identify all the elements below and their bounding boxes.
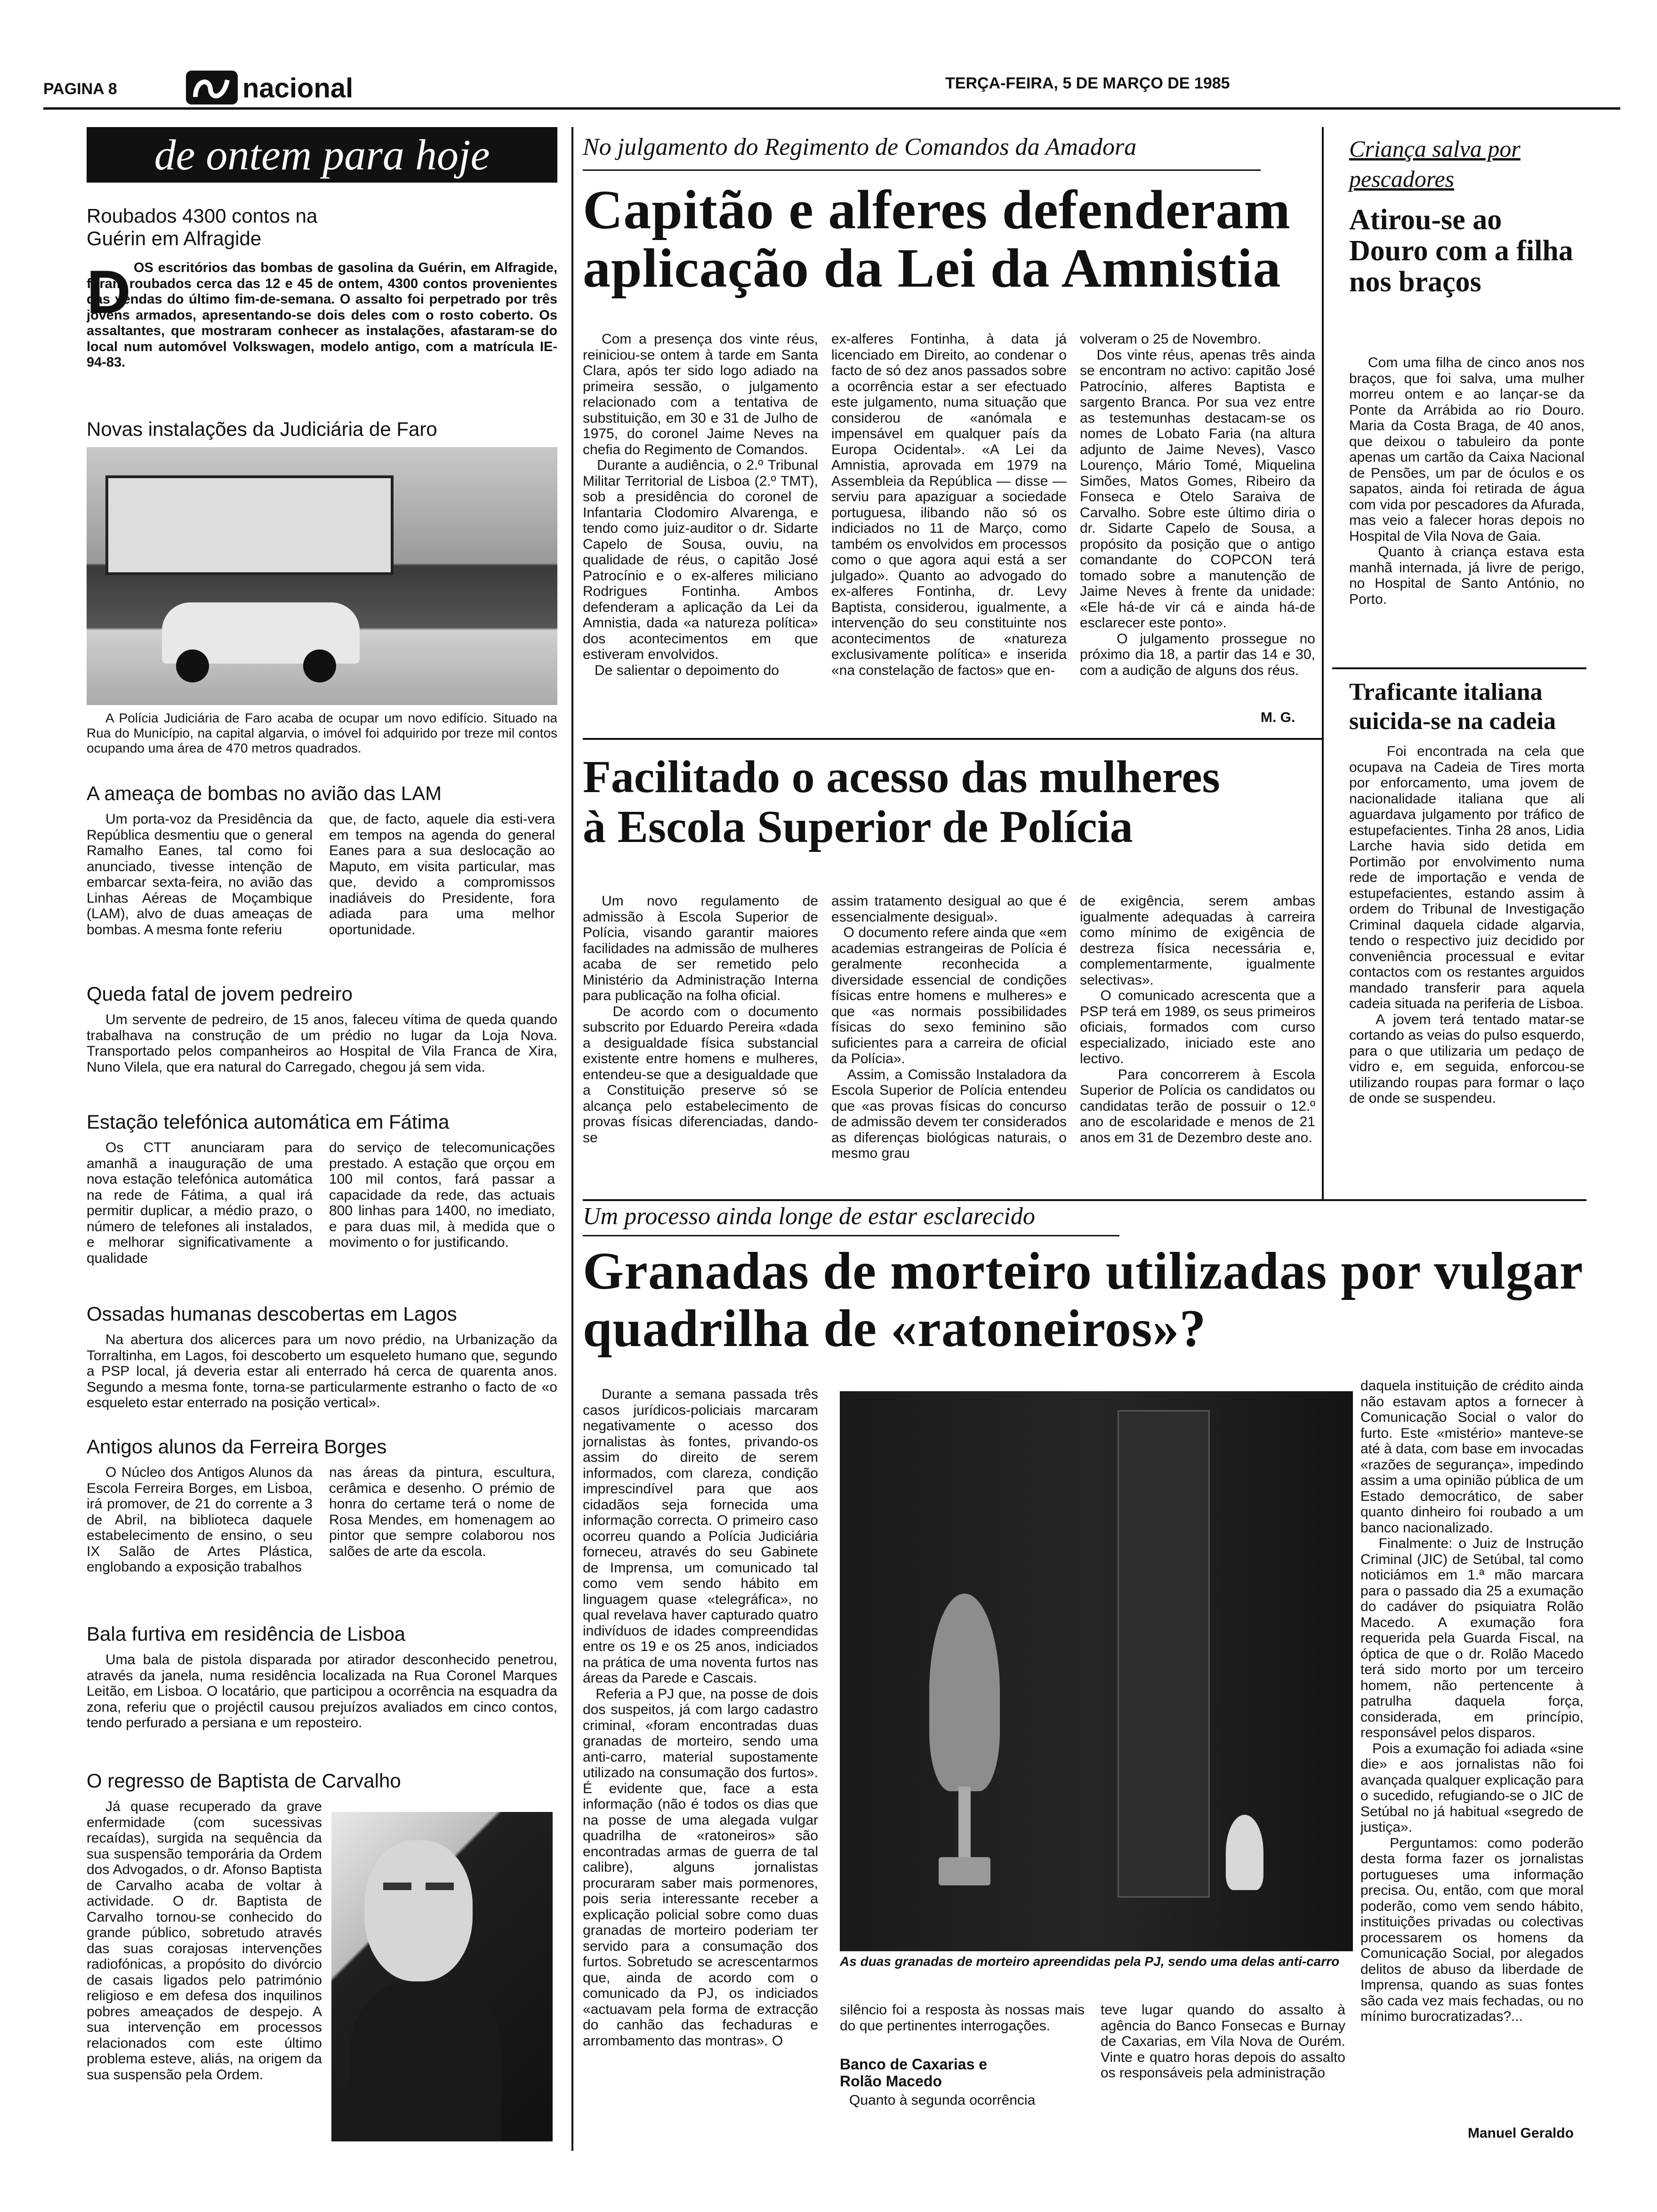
traficante-article: [1349, 678, 1585, 1106]
article-col-1: Um novo regulamento de admissão à Escola Superior de Polícia, visando garantir maiores facilidades na admissão de mulheres acaba de ser remetido pelo Ministério da Administração Interna para publicação na folha oficial. De acordo com o documento subscrito por Eduardo Pereira «dada a desigualdade física substancial existente entre homens e mulheres, entendeu-se que a desigualdade que a Constituição preserve só se alcança pelo estabelecimento de provas físicas diferenciadas, dando-se: [583, 893, 818, 1146]
section-name: nacional: [242, 73, 354, 104]
kicker-rule: [583, 169, 1261, 171]
grenade-left: [929, 1594, 1000, 1791]
article-col-2: ex-alferes Fontinha, à data já licenciado em Direito, ao condenar o facto de só dez anos passados sobre a ocorrência estar a ser efectuado este julgamento, numa situação que considerou de «anómala e impensável em qualquer país da Europa Ocidental». «A Lei da Amnistia, aprovada em 1979 na Assembleia da República — disse — serviu para apaziguar a sociedade portuguesa, ilibando não só os indiciados no 11 de Março, como também os envolvidos em processos como o que agora aqui está a ser julgado». Quanto ao advogado do ex-alferes Fontinha, dr. Levy Baptista, considerou, igualmente, a intervenção do seu constituinte nos acontecimentos de «natureza exclusivamente política» e inserida «na constelação de factos» que en-: [831, 331, 1071, 678]
article-col-4: daquela instituição de crédito ainda não estavam aptos a fornecer à Comunicação Social o valor do furto. Este «mistério» manteve-se até à data, com base em invocadas «razões de segurança», impedindo assim a uma opinião pública de um Estado democrático, de saber quanto dinheiro foi roubado a um banco nacionalizado. Finalmente: o Juiz de Instrução Criminal (JIC) de Setúbal, tal como noticiámos em 1.ª mão marcara para o passado dia 25 a exumação do cadáver do psiquiatra Rolão Macedo. A exumação fora requerida pela Guarda Fiscal, na óptica de que o dr. Rolão Macedo terá sido morto por um terceiro homem, não pertencente à patrulha daquela força, considerada, em princípio, responsável pelos disparos. Pois a exumação foi adiada «sine die» e aos jornalistas não foi avançada qualquer explicação para o sucedido, refugiando-se o JIC de Setúbal no já habitual «segredo de justiça». Perguntamos: como poderão desta forma fazer os jornalistas portugueses uma informação precisa. Ou, então, com que moral poderão, como vem sendo hábito, instituições privadas ou colectivas processarem os homens da Comunicação Social, por alegados delitos de abuso da liberdade de Imprensa, quando as suas fontes são cada vez mais fechadas, ou no mínimo burocratizadas?...: [1360, 1378, 1584, 2024]
item-col-1: Um porta-voz da Presidência da República desmentiu que o general Ramalho Eanes, tal como foi anunciado, tivesse intenção de embarcar sexta-feira, no avião das Linhas Aéreas de Moçambique (LAM), alvo de duas ameaças de bombas. A mesma fonte referiu: [87, 811, 317, 938]
item-col-1: O Núcleo dos Antigos Alunos da Escola Ferreira Borges, em Lisboa, irá promover, de 21 do corrente a 3 de Abril, na biblioteca daquele estabelecimento de ensino, o seu IX Salão de Artes Plástica, englobando a exposição trabalhos: [87, 1465, 317, 1575]
article-col-2: silêncio foi a resposta às nossas mais do que pertinentes interrogações.: [840, 2002, 1089, 2034]
article-headline: Atirou-se ao Douro com a filha nos braços: [1349, 204, 1573, 298]
article-col-1: Com a presença dos vinte réus, reiniciou-se ontem à tarde em Santa Clara, após ter sido logo adiado na primeira sessão, o julgamento relacionado com a tentativa de substituição, em 30 e 31 de Julho de 1975, do coronel Jaime Neves na chefia do Regimento de Comandos. Durante a audiência, o 2.º Tribunal Militar Territorial de Lisboa (2.º TMT), sob a presidência do coronel de Infantaria Clodomiro Alvarenga, e tendo como juiz-auditor o dr. Sidarte Capelo de Sousa, ouviu, na qualidade de réus, o capitão José Patrocínio e o ex-alferes miliciano Rodrigues Fontinha. Ambos defenderam a aplicação da Lei da Amnistia, dada «a natureza política» dos acontecimentos em que estiveram envolvidos. De salientar o depoimento do: [583, 331, 818, 678]
amnistia-bottom-rule: [583, 738, 1322, 740]
granadas-article: [583, 1203, 1585, 2141]
news-item-guerin: [87, 205, 562, 370]
right-column-rule: [1332, 667, 1586, 669]
crianca-article: [1349, 134, 1585, 607]
article-kicker: No julgamento do Regimento de Comandos da Amadora: [583, 134, 1137, 160]
item-text: Já quase recuperado da grave enfermidade (com sucessivas recaídas), surgida na sequência da sua suspensão temporária da Ordem dos Advogados, o dr. Afonso Baptista de Carvalho acaba de voltar à actividade. O dr. Baptista de Carvalho tornou-se conhecido do grande público, sobretudo através das suas corajosas intervenções radiofónicas, a propósito do divórcio de casais ligados pelo património religioso e em defesa dos inquilinos pobres ameaçados de despejo. A sua intervenção em processos relacionados com este último problema esteve, aliás, na origem da sua suspensão pela Ordem.: [87, 1799, 326, 2083]
item-col-1: Os CTT anunciaram para amanhã a inauguração de uma nova estação telefónica automática na rede de Fátima, a qual irá permitir duplicar, a médio prazo, o número de telefones ali instalados, e melhorar significativamente a qualidade: [87, 1140, 317, 1266]
kicker-rule: [583, 1235, 1119, 1236]
baptista-portrait: [331, 1812, 553, 2141]
faro-building-photo: [87, 447, 557, 705]
news-item-ferreira-borges: [87, 1435, 559, 1575]
article-headline: Traficante italiana suicida-se na cadeia: [1349, 679, 1556, 735]
news-item-lagos: [87, 1303, 562, 1411]
mulheres-article: [583, 752, 1317, 1161]
item-title: O regresso de Baptista de Carvalho: [87, 1770, 401, 1792]
article-kicker: Criança salva por pescadores: [1349, 136, 1520, 192]
news-item-baptista: [87, 1770, 557, 2083]
item-title: A ameaça de bombas no avião das LAM: [87, 782, 442, 804]
header-rule: [43, 107, 1620, 110]
item-title: Antigos alunos da Ferreira Borges: [87, 1435, 387, 1458]
item-title: Bala furtiva em residência de Lisboa: [87, 1623, 406, 1645]
grenade-right: [1226, 1815, 1263, 1890]
item-dropcap: D: [87, 257, 131, 326]
item-text: OS escritórios das bombas de gasolina da Guérin, em Alfragide, foram roubados cerca das 12 e 45 de ontem, 4300 contos provenientes das vendas do último fim-de-semana. O assalto foi perpetrado por três jovens armados, apresentando-se dois deles com o rosto coberto. Os assaltantes, que mostraram conhecer as instalações, afastaram-se do local num automóvel Volkswagen, modelo antigo, com a matrícula IE-94-83.: [87, 260, 562, 370]
item-title: Roubados 4300 contos na Guérin em Alfragide: [87, 205, 318, 249]
photo-caption: A Polícia Judiciária de Faro acaba de ocupar um novo edifício. Situado na Rua do Município, na capital algarvia, o imóvel foi adquirido por treze mil contos ocupando uma área de 470 metros quadrados.: [87, 711, 557, 755]
logo-icon: [186, 71, 238, 104]
article-signature: M. G.: [1261, 710, 1295, 725]
item-title: Queda fatal de jovem pedreiro: [87, 983, 353, 1005]
item-text: Uma bala de pistola disparada por atirador desconhecido penetrou, através da janela, numa residência localizada na Rua Coronel Marques Leitão, em Lisboa. O locatário, que participou a ocorrência na esquadra da zona, referiu que o projéctil causou prejuízos avaliados em cinco contos, tendo perfurado a persiana e um reposteiro.: [87, 1652, 562, 1731]
item-col-2: do serviço de telecomunicações prestado. A estação que orçou em 100 mil contos, fará passar a capacidade da rede, das actuais 800 linhas para 1400, no imediato, e para duas mil, à medida que o movimento o for justificando.: [329, 1140, 559, 1250]
item-col-2: nas áreas da pintura, escultura, cerâmica e desenho. O prémio de honra do certame terá o nome de Rosa Mendes, em homenagem ao pintor que sempre colaborou nos salões de arte da escola.: [329, 1465, 559, 1559]
article-subhead: Banco de Caxarias e Rolão Macedo: [840, 2056, 988, 2090]
amnistia-article: [583, 134, 1317, 725]
article-kicker: Um processo ainda longe de estar esclarecido: [583, 1203, 1035, 1230]
page-number: PAGINA 8: [43, 80, 117, 98]
section-logo: [186, 71, 362, 106]
left-column-rule: [571, 127, 573, 2151]
news-item-fatima: [87, 1111, 559, 1266]
banner-title: de ontem para hoje: [154, 131, 490, 179]
grenade-tube: [1118, 1410, 1210, 1898]
news-item-faro: [87, 418, 557, 755]
article-col-2: assim tratamento desigual ao que é essencialmente desigual». O documento refere ainda que «em academias estrangeiras de Polícia é geralmente reconhecida a diversidade essencial de condições físicas entre homens e mulheres» e que «as normais possibilidades físicas do sexo feminino são suficientes para a carreira de oficial da Polícia». Assim, a Comissão Instaladora da Escola Superior de Polícia entendeu que «as provas físicas do concurso de admissão devem ter considerados as diferenças biológicas naturais, o mesmo grau: [831, 893, 1067, 1161]
item-title: Estação telefónica automática em Fátima: [87, 1111, 450, 1133]
article-text: Com uma filha de cinco anos nos braços, que foi salva, uma mulher morreu ontem e ao lançar-se da Ponte da Arrábida ao rio Douro. Maria da Costa Braga, de 40 anos, que deixou o tabuleiro da ponte apenas um cartão da Caixa Nacional de Pensões, um par de óculos e os sapatos, ainda foi retirada de água com vida por pescadores da Afurada, mas veio a falecer horas depois no Hospital de Vila Nova de Gaia. Quanto à criança estava esta manhã internada, já livre de perigo, no Hospital de Santo António, no Porto.: [1349, 355, 1585, 607]
article-col-3: volveram o 25 de Novembro. Dos vinte réus, apenas três ainda se encontram no activo: capitão José Patrocínio, alferes Baptista e sargento Branca. Por sua vez entre as testemunhas destacam-se os nomes de Lobato Faria (na altura adjunto de Jaime Neves), Vasco Lourenço, Mário Tomé, Miquelina Simões, Matos Gomes, Ribeiro da Fonseca e Otelo Saraiva de Carvalho. Sobre este último diria o dr. Sidarte Capelo de Sousa, a propósito da posição que o antigo comandante do COPCON terá tomado sobre a manutenção de Jaime Neves à frente da unidade: «Ele há-de vir cá e ainda há-de esclarecer este ponto». O julgamento prossegue no próximo dia 18, a partir das 14 e 30, com a audição de alguns dos réus.: [1080, 331, 1315, 678]
item-col-2: que, de facto, aquele dia esti-vera em tempos na agenda do general Eanes para a sua deslocação ao Maputo, em visita particular, mas que, devido a compromissos inadiáveis do Presidente, fora adiada para uma melhor oportunidade.: [329, 811, 559, 938]
center-right-rule: [1322, 127, 1324, 1200]
issue-date: TERÇA-FEIRA, 5 DE MARÇO DE 1985: [945, 74, 1230, 92]
grenade-top-rule: [583, 1199, 1586, 1201]
article-col-1: Durante a semana passada três casos jurídicos-policiais marcaram negativamente o acesso dos jornalistas às fontes, privando-os assim do direito de serem informados, com clareza, condição imprescindível para que aos cidadãos seja fornecida uma informação correcta. O primeiro caso ocorreu quando a Polícia Judiciária forneceu, através do seu Gabinete de Imprensa, um comunicado tal como vem sendo hábito em linguagem quase «telegráfica», no qual revelava haver capturado quatro indivíduos de idades compreendidas entre os 19 e os 25 anos, indiciados na prática de uma noventa furtos nas áreas da Parede e Cascais. Referia a PJ que, na posse de dois dos suspeitos, já com largo cadastro criminal, «foram encontradas duas granadas de morteiro, sendo uma anti-carro, material supostamente utilizado na consumação dos furtos». É evidente que, face a esta informação (não é todos os dias que na posse de uma alegada vulgar quadrilha de «ratoneiros» são encontradas armas de guerra de tal calibre), alguns jornalistas procuraram saber mais pormenores, pois seria interessante receber a explicação policial sobre como duas granadas de morteiro poderiam ter servido para a consumação dos furtos. Sobretudo se acrescentarmos que, ainda de acordo com o comunicado da PJ, os indiciados «actuavam pela forma de extracção do canhão das fechaduras e arrombamento das montras». O: [583, 1387, 818, 2049]
item-text: Um servente de pedreiro, de 15 anos, faleceu vítima de queda quando trabalhava na construção de um prédio no lugar da Loja Nova. Transportado pelos companheiros ao Hospital de Vila Franca de Xira, Nuno Vilela, que era natural do Carregado, chegou já sem vida.: [87, 1012, 562, 1075]
item-text: Na abertura dos alicerces para um novo prédio, na Urbanização da Torraltinha, em Lagos, foi descoberto um esqueleto humano que, segundo a PSP local, já deveria estar ali enterrado há cerca de quarenta anos. Segundo a mesma fonte, torna-se particularmente estranho o facto de «o esqueleto estar enterrado na posição vertical».: [87, 1332, 562, 1411]
item-title: Novas instalações da Judiciária de Faro: [87, 418, 437, 440]
grenades-photo: [840, 1391, 1353, 1951]
article-headline: Facilitado o acesso das mulheres à Escola Superior de Polícia: [583, 752, 1220, 852]
news-item-bala: [87, 1623, 562, 1731]
article-col-2b: Quanto à segunda ocorrência: [849, 2092, 1036, 2108]
article-col-3: teve lugar quando do assalto à agência do Banco Fonsecas e Burnay de Caxarias, em Vila Nova de Ourém. Vinte e quatro horas depois do assalto os responsáveis pela administração: [1101, 2002, 1350, 2081]
photo-caption: As duas granadas de morteiro apreendidas pela PJ, sendo uma delas anti-carro: [840, 1954, 1340, 1969]
article-headline: Granadas de morteiro utilizadas por vulgar quadrilha de «ratoneiros»?: [583, 1242, 1583, 1358]
news-item-lam: [87, 782, 559, 938]
article-col-3: de exigência, serem ambas igualmente adequadas à carreira como mínimo de exigência de destreza física necessária e, complementarmente, igualmente selectivas». O comunicado acrescenta que a PSP terá em 1989, os seus primeiros oficiais, formados com curso especializado, iniciado este ano lectivo. Para concorrerem à Escola Superior de Polícia os candidatos ou candidatas terão de possuir o 12.º ano de escolaridade e menos de 21 anos em 31 de Dezembro deste ano.: [1080, 893, 1315, 1146]
article-headline: Capitão e alferes defenderam aplicação da Lei da Amnistia: [583, 179, 1291, 299]
article-text: Foi encontrada na cela que ocupava na Cadeia de Tires morta por enforcamento, uma jovem de nacionalidade italiana que ali aguardava julgamento por tráfico de estupefacientes. Tinha 28 anos, Lidia Larche havia sido detida em Portimão por envolvimento numa rede de importação e venda de estupefacientes, estando assim à ordem do Tribunal de Investigação Criminal daquela cidade algarvia, tendo o respectivo juiz decidido por conveniência processual e evitar contactos com os restantes arguidos mandado transferir para aquela cadeia situada na periferia de Lisboa. A jovem terá tentado matar-se cortando as veias do pulso esquerdo, para o que utilizaria um pedaço de vidro e, em seguida, enforcou-se utilizando roupas para formar o laço de onde se suspendeu.: [1349, 744, 1585, 1106]
item-title: Ossadas humanas descobertas em Lagos: [87, 1303, 457, 1325]
de-ontem-banner: [87, 127, 557, 183]
news-item-pedreiro: [87, 983, 562, 1075]
article-signature: Manuel Geraldo: [1468, 2125, 1574, 2141]
